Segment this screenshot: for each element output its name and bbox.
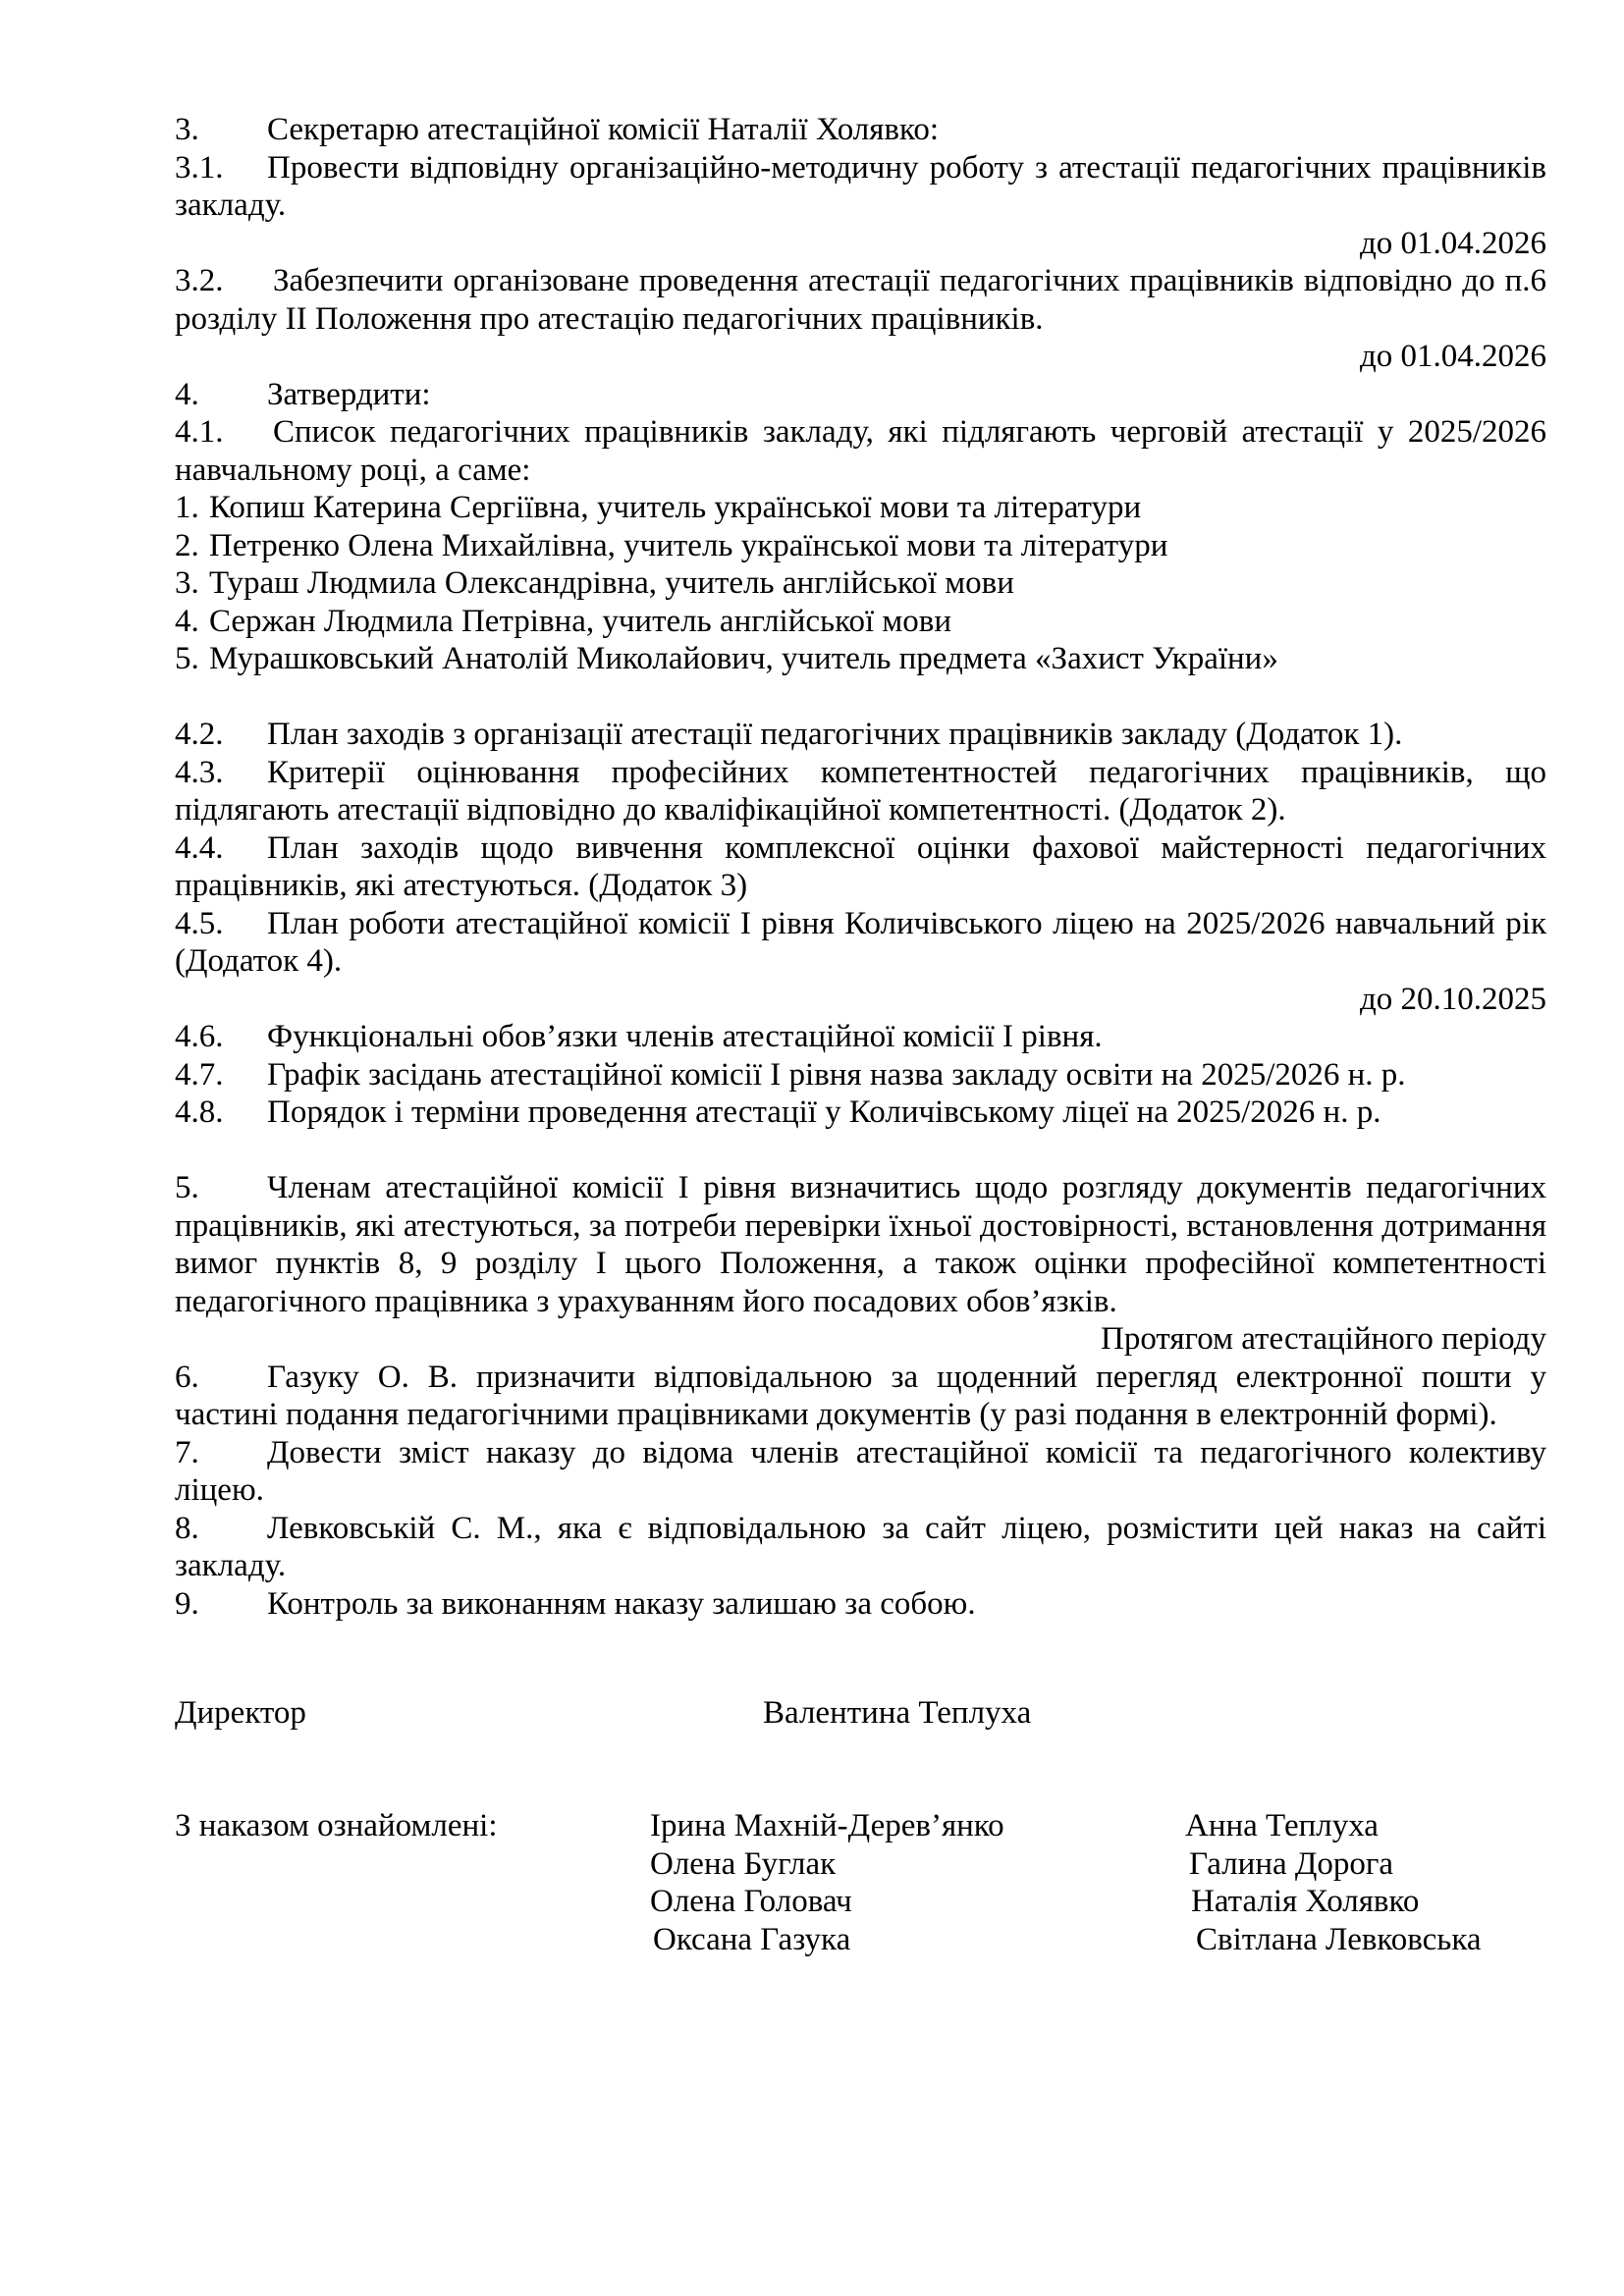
section-text: Затвердити: (267, 376, 431, 412)
item-text: Графік засідань атестаційної комісії І рівня назва закладу освіти на 2025/2026 н. р. (267, 1056, 1406, 1093)
item-3-2 (175, 262, 1546, 338)
acknowledged-label: З наказом ознайомлені: (175, 1808, 498, 1843)
acknowledged-name: Світлана Левковська (1196, 1922, 1482, 1957)
section-5 (175, 1169, 1546, 1320)
list-number: 1. (175, 490, 199, 525)
section-text: Левковській С. М., яка є відповідальною за сайт ліцею, розмістити цей наказ на сайті закладу. (175, 1510, 1546, 1583)
section-number: 7. (175, 1434, 199, 1470)
item-4-3 (175, 754, 1546, 829)
list-number: 5. (175, 641, 199, 676)
list-text: Мурашковський Анатолій Миколайович, учитель предмета «Захист України» (209, 641, 1278, 676)
acknowledged-name: Олена Буглак (650, 1846, 837, 1882)
deadline-3-2: до 01.04.2026 (1359, 339, 1546, 374)
acknowledged-name: Анна Теплуха (1185, 1808, 1379, 1843)
section-number: 8. (175, 1510, 199, 1546)
item-3-1 (175, 149, 1546, 225)
teacher-list-item (175, 489, 1546, 527)
section-number: 5. (175, 1170, 199, 1205)
item-number: 4.5. (175, 905, 224, 941)
item-text: Порядок і терміни проведення атестації у Количівському ліцеї на 2025/2026 н. р. (267, 1095, 1381, 1130)
item-text: Критерії оцінювання професійних компетентностей педагогічних працівників, що підлягають атестації відповідно до кваліфікаційної компетентності. (Додаток 2). (175, 754, 1546, 828)
deadline-4: до 20.10.2025 (1359, 981, 1546, 1017)
item-4-4 (175, 829, 1546, 905)
item-text: Провести відповідну організаційно-методичну роботу з атестації педагогічних працівників закладу. (175, 149, 1546, 223)
section-9 (175, 1585, 1546, 1624)
list-text: Копиш Катерина Сергіївна, учитель української мови та літератури (209, 490, 1142, 525)
teacher-list-item (175, 527, 1546, 565)
section-text: Газуку О. В. призначити відповідальною за щоденний перегляд електронної пошти у частині подання педагогічними працівниками документів (у разі подання в електронній формі). (175, 1359, 1546, 1432)
item-4-5 (175, 905, 1546, 981)
acknowledged-name: Галина Дорога (1189, 1846, 1394, 1882)
section-number: 4. (175, 376, 199, 412)
item-number: 4.1. (175, 414, 224, 450)
section-number: 9. (175, 1585, 199, 1622)
section-number: 6. (175, 1359, 199, 1395)
section-8 (175, 1510, 1546, 1585)
section-text: Контроль за виконанням наказу залишаю за собою. (267, 1585, 976, 1622)
list-number: 4. (175, 603, 199, 639)
teacher-list-item (175, 640, 1546, 678)
item-4-8 (175, 1094, 1546, 1132)
acknowledged-name: Наталія Холявко (1191, 1884, 1420, 1919)
teacher-list-item (175, 603, 1546, 641)
list-text: Сержан Людмила Петрівна, учитель англійської мови (209, 603, 951, 639)
item-4-6 (175, 1018, 1546, 1056)
section-6 (175, 1359, 1546, 1434)
section-text: Довести зміст наказу до відома членів атестаційної комісії та педагогічного колективу ліцею. (175, 1434, 1546, 1508)
item-text: Забезпечити організоване проведення атестації педагогічних працівників відповідно до п.6 розділу ІІ Положення про атестацію педагогічних працівників. (175, 263, 1546, 337)
deadline-5: Протягом атестаційного періоду (1100, 1321, 1546, 1357)
director-title: Директор (175, 1695, 306, 1731)
item-number: 4.6. (175, 1019, 224, 1054)
item-4-7 (175, 1056, 1546, 1095)
spacer (175, 678, 1546, 717)
item-number: 4.4. (175, 829, 224, 866)
item-4-1 (175, 413, 1546, 489)
item-text: План заходів з організації атестації педагогічних працівників закладу (Додаток 1). (267, 717, 1403, 752)
acknowledged-name: Оксана Газука (653, 1922, 851, 1957)
director-name: Валентина Теплуха (763, 1695, 1032, 1731)
item-text: Функціональні обов’язки членів атестаційної комісії І рівня. (267, 1019, 1103, 1054)
deadline-3-1: до 01.04.2026 (1359, 225, 1546, 261)
section-text: Секретарю атестаційної комісії Наталії Холявко: (267, 112, 940, 147)
section-3-heading (175, 111, 1546, 149)
acknowledged-name: Ірина Махній-Дерев’янко (650, 1808, 1004, 1843)
item-number: 4.8. (175, 1095, 224, 1130)
item-text: Список педагогічних працівників закладу, які підлягають черговій атестації у 2025/2026 навчальному році, а саме: (175, 414, 1546, 488)
spacer (175, 1132, 1546, 1170)
item-number: 4.2. (175, 717, 224, 752)
item-text: План роботи атестаційної комісії І рівня Количівського ліцею на 2025/2026 навчальний рік (Додаток 4). (175, 905, 1546, 979)
list-number: 3. (175, 565, 199, 601)
section-4-heading (175, 376, 1546, 414)
teacher-list-item (175, 564, 1546, 603)
item-number: 3.2. (175, 263, 224, 298)
item-text: План заходів щодо вивчення комплексної оцінки фахової майстерності педагогічних працівників, які атестуються. (Додаток 3) (175, 829, 1546, 903)
document-body (175, 111, 1546, 1623)
section-7 (175, 1434, 1546, 1510)
list-number: 2. (175, 527, 199, 563)
item-4-2 (175, 716, 1546, 754)
list-text: Петренко Олена Михайлівна, учитель української мови та літератури (209, 527, 1168, 563)
section-number: 3. (175, 112, 199, 147)
acknowledged-name: Олена Головач (650, 1884, 852, 1919)
item-number: 4.7. (175, 1056, 224, 1093)
list-text: Тураш Людмила Олександрівна, учитель англійської мови (209, 565, 1014, 601)
section-text: Членам атестаційної комісії І рівня визначитись щодо розгляду документів педагогічних працівників, які атестуються, за потреби перевірки їхньої достовірності, встановлення дотримання вимог пунктів 8, 9 розділу І цього Положення, а також оцінки професійної компетентності педагогічного працівника з урахуванням його посадових обов’язків. (175, 1170, 1546, 1319)
item-number: 4.3. (175, 754, 224, 790)
teacher-list (175, 489, 1546, 678)
item-number: 3.1. (175, 149, 224, 186)
